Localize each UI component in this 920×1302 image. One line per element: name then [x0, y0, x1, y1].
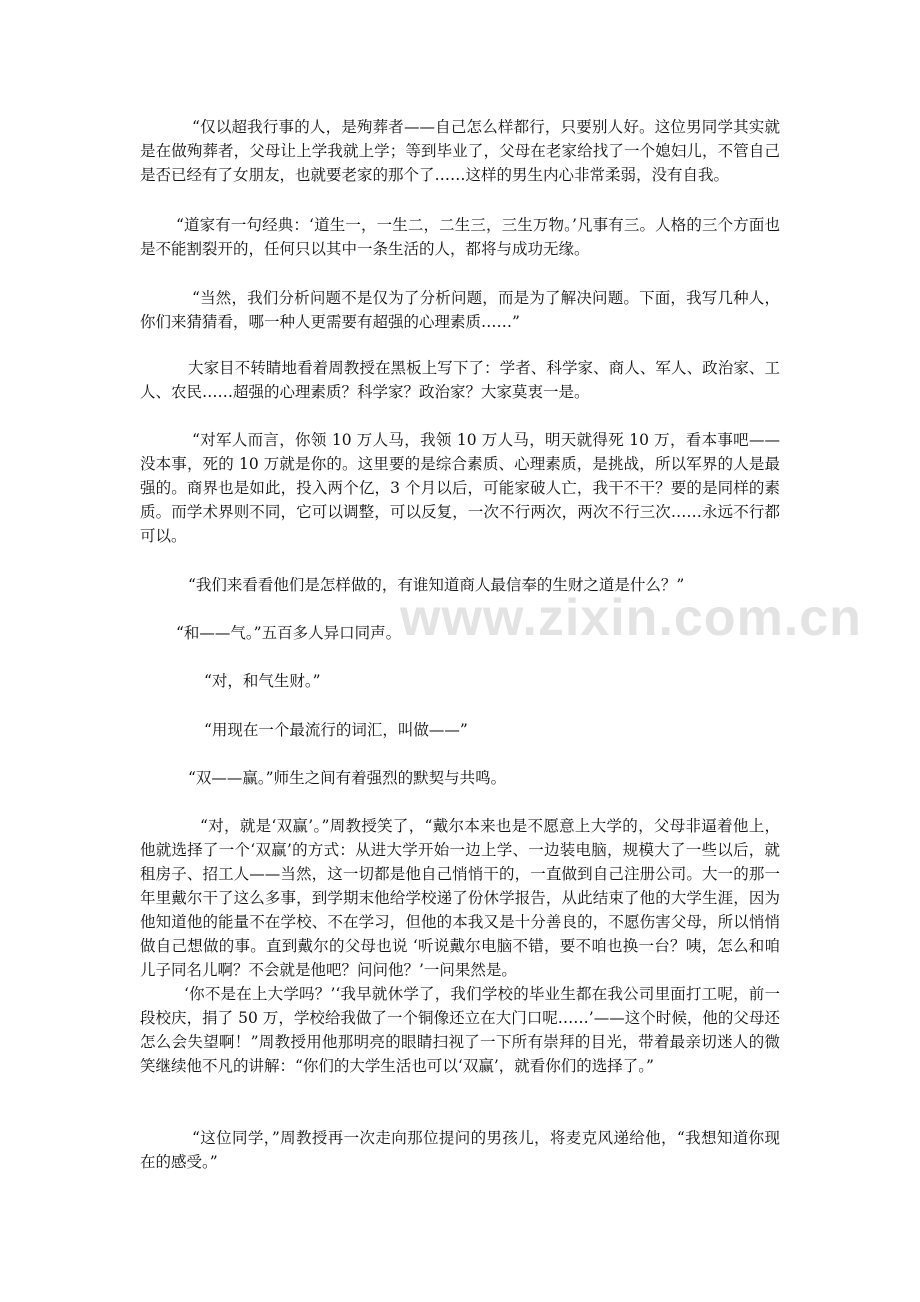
watermark: www.zixin.com.cn [400, 589, 862, 647]
paragraph: ‘你不是在上大学吗？’‘我早就休学了，我们学校的毕业生都在我公司里面打工呢，前一段校庆，捐了 50 万，学校给我做了一个铜像还立在大门口呢……’——这个时候，他的父母还怎么会失望啊！”周教授用他那明亮的眼睛扫视了一下所有崇拜的目光，带着最亲切迷人的微笑继续他不凡的讲解：“你们的大学生活也可以‘双赢’，就看你们的选择了。” [140, 985, 780, 1075]
paragraph: “对军人而言，你领 10 万人马，我领 10 万人马，明天就得死 10 万，看本事吧——没本事，死的 10 万就是你的。这里要的是综合素质、心理素质，是挑战，所以军界的人是最强的。商界也是如此，投入两个亿，3 个月以后，可能家破人亡，我干不干？要的是同样的素质。而学术界则不同，它可以调整，可以反复，一次不行两次，两次不行三次……永远不行都可以。 [140, 431, 780, 545]
paragraph: “道家有一句经典：‘道生一，一生二，二生三，三生万物。’凡事有三。人格的三个方面也是不能割裂开的，任何只以其中一条生活的人，都将与成功无缘。 [140, 216, 780, 258]
paragraph: “和——气。”五百多人异口同声。 [176, 624, 402, 642]
paragraph: “仅以超我行事的人，是殉葬者——自己怎么样都行，只要别人好。这位男同学其实就是在做殉葬者，父母让上学我就上学；等到毕业了，父母在老家给找了一个媳妇儿，不管自己是否已经有了女朋友，也就要老家的那个了……这样的男生内心非常柔弱，没有自我。 [140, 118, 780, 184]
paragraph: “双——赢。”师生之间有着强烈的默契与共鸣。 [188, 769, 507, 787]
paragraph: “用现在一个最流行的词汇，叫做——” [204, 721, 468, 739]
paragraph: “对，就是‘双赢’。”周教授笑了，“戴尔本来也是不愿意上大学的，父母非逼着他上，他就选择了一个‘双赢’的方式：从进大学开始一边上学、一边装电脑，规模大了一些以后，就租房子、招工人——当然，这一切都是他自己悄悄干的，一直做到自己注册公司。大一的那一年里戴尔干了这么多事，到学期末他给学校递了份休学报告，从此结束了他的大学生涯，因为他知道他的能量不在学校、不在学习，但他的本我又是十分善良的，不愿伤害父母，所以悄悄做自己想做的事。直到戴尔的父母也说 ‘听说戴尔电脑不错，要不咱也换一台？咦，怎么和咱儿子同名儿啊？不会就是他吧？问问他？’一问果然是。 [140, 817, 780, 979]
paragraph: “当然，我们分析问题不是仅为了分析问题，而是为了解决问题。下面，我写几种人，你们来猜猜看，哪一种人更需要有超强的心理素质……” [140, 289, 780, 331]
paragraph: “我们来看看他们是怎样做的，有谁知道商人最信奉的生财之道是什么？” [188, 576, 685, 594]
paragraph: “这位同学，”周教授再一次走向那位提问的男孩儿，将麦克风递给他，“我想知道你现在的感受。” [140, 1129, 780, 1171]
paragraph: “对，和气生财。” [204, 672, 321, 690]
paragraph: 大家目不转睛地看着周教授在黑板上写下了：学者、科学家、商人、军人、政治家、工人、农民……超强的心理素质？科学家？政治家？大家莫衷一是。 [140, 359, 780, 401]
